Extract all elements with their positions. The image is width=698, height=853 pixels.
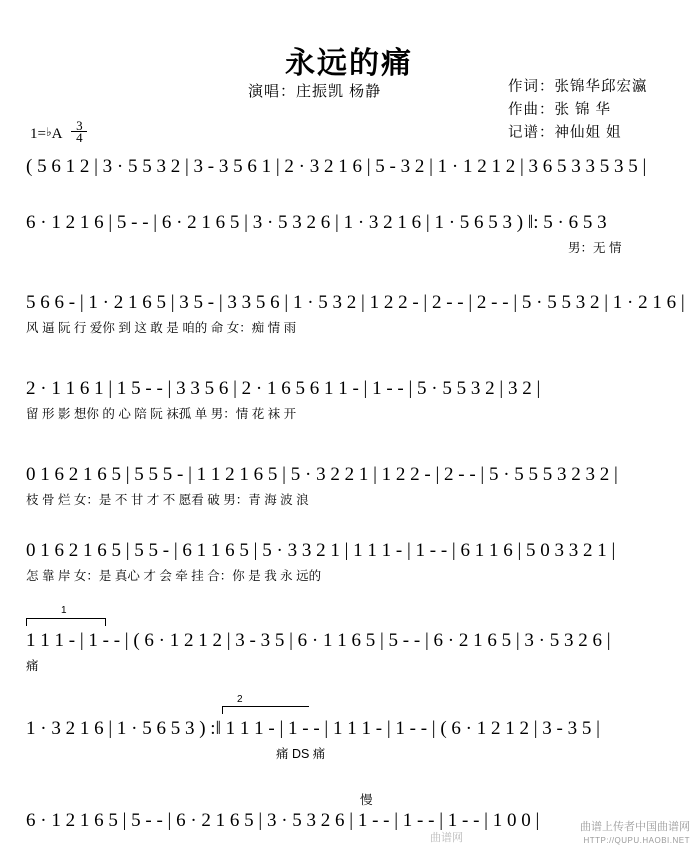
lyric-row: [26, 656, 676, 674]
first-ending-bracket: [26, 605, 106, 626]
staff-line-3: [26, 292, 685, 336]
note-row: 6 · 1 2 1 6 5 | 5 - - | 6 · 2 1 6 5 | 3 · 5 3 2 6 | 1 - - | 1 - - | 1 - - | 1 0 0 |: [26, 810, 540, 831]
lyricist-credit: 作词：张锦华邱宏瀛: [508, 79, 648, 95]
staff-line-2: [26, 212, 676, 256]
lyric-text: 怎 靠 岸 女：是 真心 才 会 牵 挂 合：你 是 我 永 远的: [26, 569, 322, 583]
flat-symbol: ♭: [45, 125, 52, 139]
lyric-text: 男：无 情: [568, 241, 622, 255]
watermark-center: 曲谱网: [430, 832, 463, 844]
lyric-row: [26, 238, 676, 256]
note-row: 2 · 1 1 6 1 | 1 5 - - | 3 3 5 6 | 2 · 1 6 5 6 1 1 - | 1 - - | 5 · 5 5 3 2 | 3 2 |: [26, 378, 541, 399]
note-row: 0 1 6 2 1 6 5 | 5 5 - | 6 1 1 6 5 | 5 · 3 3 2 1 | 1 1 1 - | 1 - - | 6 1 1 6 | 5 0 3 3 2 1 |: [26, 540, 616, 561]
staff-line-7: [26, 630, 676, 674]
staff-line-1: [26, 156, 676, 182]
lyric-text: 风 逼 阮 行 爱你 到 这 敢 是 咱的 命 女：痴 情 雨: [26, 321, 297, 335]
tempo-mark: 慢: [360, 793, 373, 807]
meter-denominator: 4: [71, 131, 87, 143]
lyric-text: 痛: [26, 659, 39, 673]
lyric-row: [26, 744, 676, 762]
time-signature: [71, 120, 87, 143]
key-label: 1=: [30, 126, 46, 142]
watermark-line-2: HTTP://QUPU.HAOBI.NET: [583, 836, 690, 845]
transcriber-credit: 记谱：神仙姐 姐: [508, 125, 622, 141]
lyric-row: [26, 404, 676, 422]
ending-number: 2: [237, 694, 243, 705]
key-letter: A: [51, 126, 62, 142]
watermark-line-1: 曲谱上传者中国曲谱网: [580, 821, 690, 833]
staff-line-6: [26, 540, 676, 584]
note-row: 0 1 6 2 1 6 5 | 5 5 5 - | 1 1 2 1 6 5 | 5 · 3 2 2 1 | 1 2 2 - | 2 - - | 5 · 5 5 5 3 2 3 2 |: [26, 464, 618, 485]
staff-line-4: [26, 378, 676, 422]
key-signature: [30, 120, 87, 143]
performer-label: 演唱：庄振凯 杨静: [248, 83, 382, 100]
page-title: 永远的痛: [285, 47, 413, 80]
staff-line-9: [26, 810, 676, 836]
lyric-text: 留 形 影 想你 的 心 陪 阮 袜孤 单 男：情 花 袜 开: [26, 407, 297, 421]
note-row: 1 · 3 2 1 6 | 1 · 5 6 5 3 ) :‖ 1 1 1 - | 1 - - | 1 1 1 - | 1 - - | ( 6 · 1 2 1 2 | 3 - 3 5 |: [26, 718, 600, 739]
lyric-text: 枝 骨 烂 女：是 不 甘 才 不 愿看 破 男：青 海 波 浪: [26, 493, 309, 507]
note-row: 5 6 6 - | 1 · 2 1 6 5 | 3 5 - | 3 3 5 6 | 1 · 5 3 2 | 1 2 2 - | 2 - - | 2 - - | 5 · 5 5 3 2 | 1 · 2 1 6 |: [26, 292, 685, 313]
staff-line-5: [26, 464, 676, 508]
watermark: [580, 821, 690, 847]
lyric-row: [26, 490, 676, 508]
note-row: ( 5 6 1 2 | 3 · 5 5 3 2 | 3 - 3 5 6 1 | 2 · 3 2 1 6 | 5 - 3 2 | 1 · 1 2 1 2 | 3 6 5 3 3 5 3 5 |: [26, 156, 647, 177]
meter-numerator: 3: [76, 118, 83, 133]
note-row: 1 1 1 - | 1 - - | ( 6 · 1 2 1 2 | 3 - 3 5 | 6 · 1 1 6 5 | 5 - - | 6 · 2 1 6 5 | 3 · 5 3 2 6 |: [26, 630, 611, 651]
lyric-row: [26, 566, 676, 584]
second-ending-bracket: [222, 694, 309, 714]
staff-line-8: [26, 718, 676, 762]
lyric-row: [26, 318, 676, 336]
composer-credit: 作曲：张 锦 华: [508, 102, 612, 118]
ending-number: 1: [61, 605, 67, 616]
credits-block: [508, 76, 648, 145]
lyric-text: 痛 DS 痛: [276, 747, 326, 761]
note-row: 6 · 1 2 1 6 | 5 - - | 6 · 2 1 6 5 | 3 · 5 3 2 6 | 1 · 3 2 1 6 | 1 · 5 6 5 3 ) ‖: 5 · 6 5 3: [26, 212, 607, 233]
